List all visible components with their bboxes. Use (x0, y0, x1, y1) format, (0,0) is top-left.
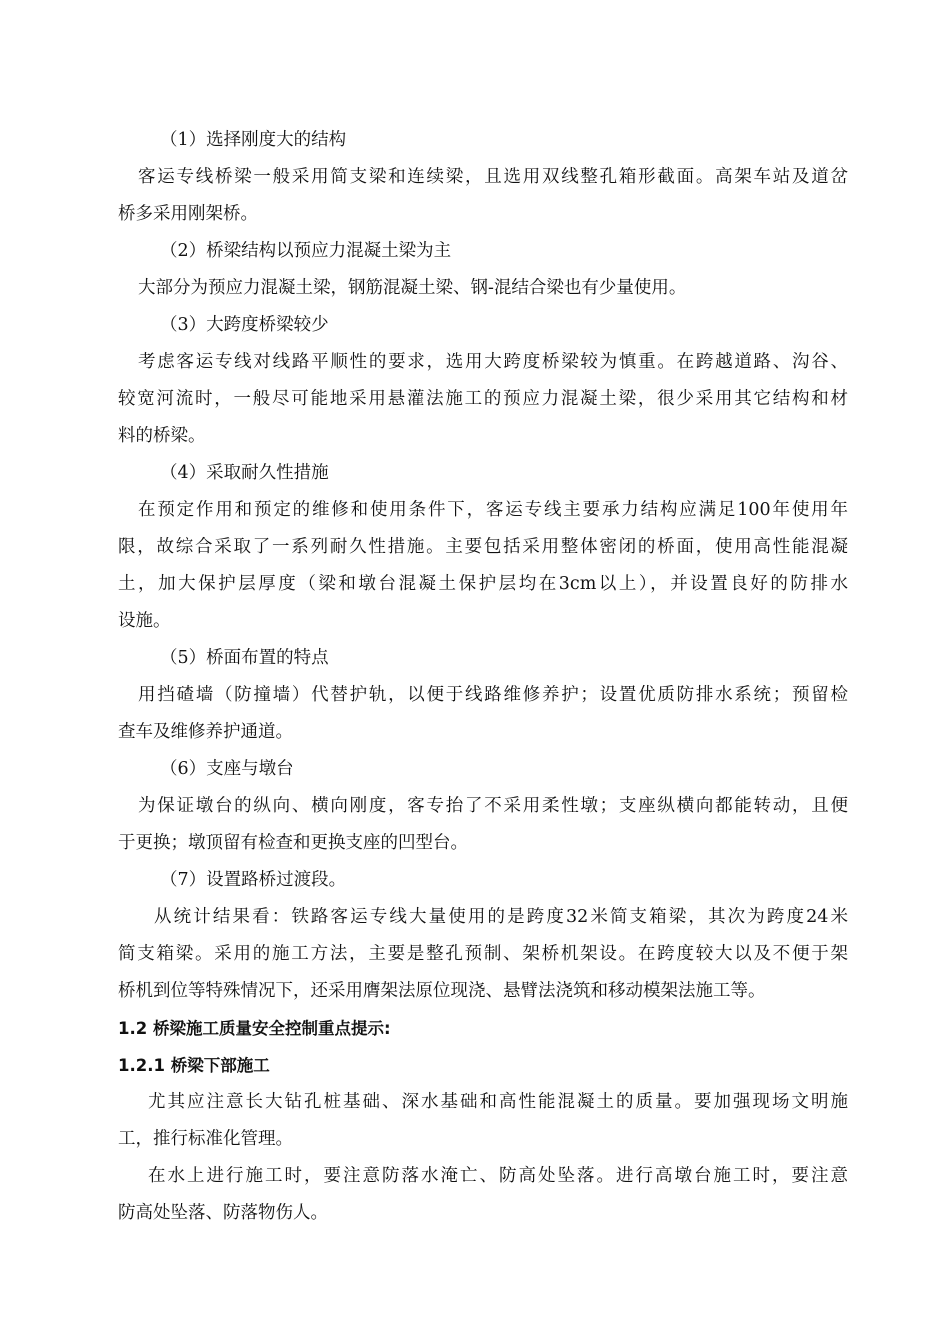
paragraph-line: 在预定作用和预定的维修和使用条件下，客运专线主要承力结构应满足100年使用年 (138, 500, 848, 520)
paragraph-line: 防高处坠落、防落物伤人。 (118, 1203, 328, 1223)
section-2-heading: （2）桥梁结构以预应力混凝土梁为主 (160, 241, 452, 261)
paragraph-line: 桥多采用刚架桥。 (118, 204, 258, 224)
section-1-heading: （1）选择刚度大的结构 (160, 130, 347, 150)
section-1-2-title: 1.2 桥梁施工质量安全控制重点提示: (118, 1019, 391, 1038)
paragraph-line: 桥机到位等特殊情况下，还采用膺架法原位现浇、悬臂法浇筑和移动模架法施工等。 (118, 981, 766, 1001)
paragraph-line: 较宽河流时，一般尽可能地采用悬灌法施工的预应力混凝土梁，很少采用其它结构和材 (118, 389, 848, 409)
paragraph-line: 用挡碴墙（防撞墙）代替护轨，以便于线路维修养护；设置优质防排水系统；预留检 (138, 685, 848, 705)
section-7-heading: （7）设置路桥过渡段。 (160, 870, 347, 890)
paragraph-line: 工，推行标准化管理。 (118, 1129, 293, 1149)
section-4-heading: （4）采取耐久性措施 (160, 463, 329, 483)
paragraph-line: 客运专线桥梁一般采用简支梁和连续梁，且选用双线整孔箱形截面。高架车站及道岔 (138, 167, 848, 187)
paragraph-line: 尤其应注意长大钻孔桩基础、深水基础和高性能混凝土的质量。要加强现场文明施 (148, 1092, 848, 1112)
section-3-heading: （3）大跨度桥梁较少 (160, 315, 329, 335)
paragraph-line: 查车及维修养护通道。 (118, 722, 293, 742)
paragraph-line: 土，加大保护层厚度（梁和墩台混凝土保护层均在3cm以上），并设置良好的防排水 (118, 574, 848, 594)
section-1-2-1-title: 1.2.1 桥梁下部施工 (118, 1056, 270, 1075)
paragraph-line: 为保证墩台的纵向、横向刚度，客专抬了不采用柔性墩；支座纵横向都能转动，且便 (138, 796, 848, 816)
paragraph-line: 限，故综合采取了一系列耐久性措施。主要包括采用整体密闭的桥面，使用高性能混凝 (118, 537, 848, 557)
paragraph-line: 设施。 (118, 611, 171, 631)
section-5-heading: （5）桥面布置的特点 (160, 648, 329, 668)
paragraph-line: 考虑客运专线对线路平顺性的要求，选用大跨度桥梁较为慎重。在跨越道路、沟谷、 (138, 352, 848, 372)
section-6-heading: （6）支座与墩台 (160, 759, 294, 779)
paragraph-line: 于更换；墩顶留有检查和更换支座的凹型台。 (118, 833, 468, 853)
paragraph-line: 大部分为预应力混凝土梁，钢筋混凝土梁、钢-混结合梁也有少量使用。 (138, 278, 687, 298)
paragraph-line: 从统计结果看：铁路客运专线大量使用的是跨度32米简支箱梁，其次为跨度24米 (154, 907, 848, 927)
paragraph-line: 料的桥梁。 (118, 426, 206, 446)
paragraph-line: 在水上进行施工时，要注意防落水淹亡、防高处坠落。进行高墩台施工时，要注意 (148, 1166, 848, 1186)
document-body (118, 122, 848, 1232)
paragraph-line: 简支箱梁。采用的施工方法，主要是整孔预制、架桥机架设。在跨度较大以及不便于架 (118, 944, 848, 964)
